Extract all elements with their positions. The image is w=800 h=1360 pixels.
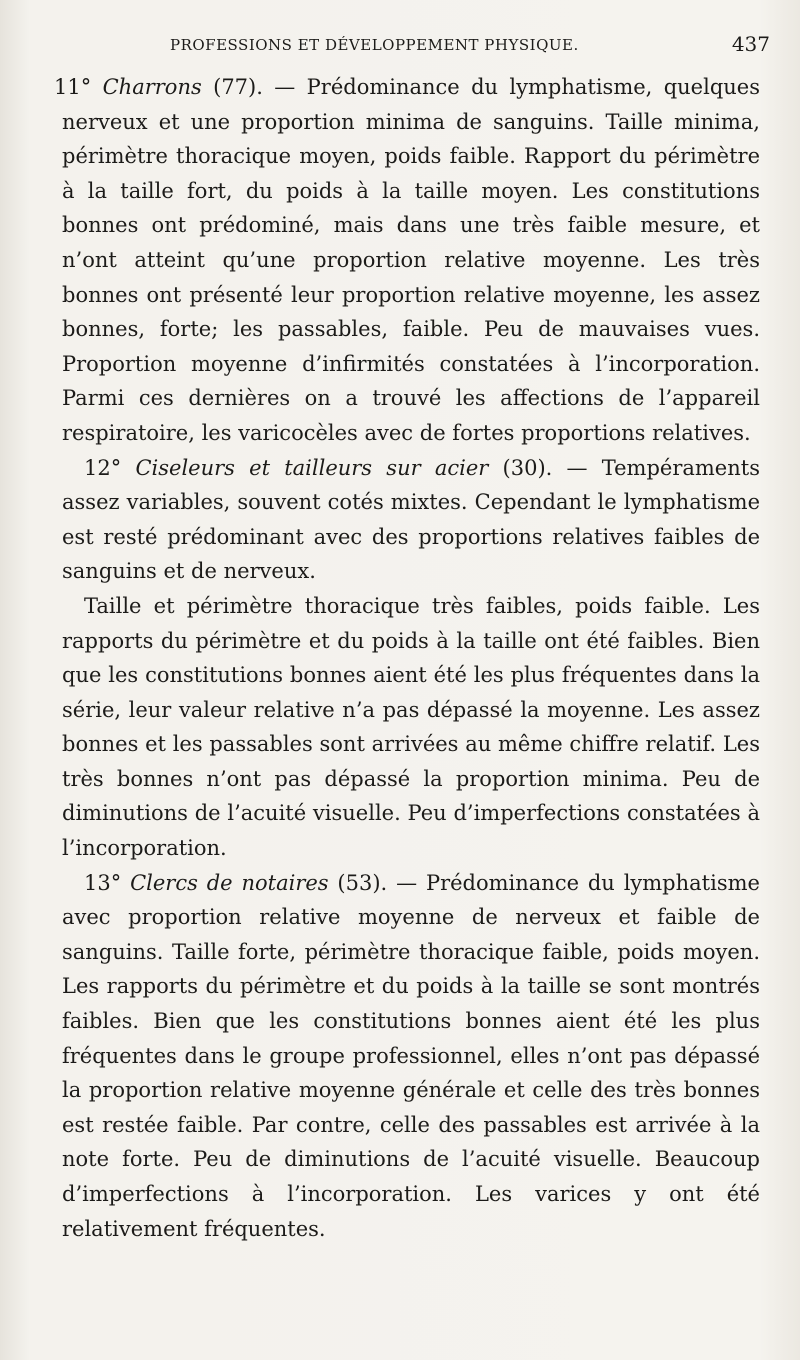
section-count: (30). — xyxy=(502,455,588,480)
section-13 xyxy=(62,866,760,1247)
section-number: 13° xyxy=(84,870,122,895)
section-12-continuation: Taille et périmètre thoracique très faibles, poids faible. Les rapports du périmètre et du poids à la taille ont été faibles. Bien que les constitutions bonnes aient été les plus fréquentes dans la série, leur valeur relative n’a pas dépassé la moyenne. Les assez bonnes et les passables sont arrivées au même chiffre relatif. Les très bonnes n’ont pas dépassé la proportion minima. Peu de diminutions de l’acuité visuelle. Peu d’imperfections constatées à l’incorporation. xyxy=(62,593,760,861)
section-12 xyxy=(62,451,760,589)
section-number: 11° xyxy=(54,75,92,99)
section-text: Prédominance du lymphatisme, quelques nerveux et une proportion minima de sanguins. Taille minima, périmètre thoracique moyen, poids faible. Rapport du périmètre à la taille fort, du poids à la taille moyen. Les constitutions bonnes ont prédominé, mais dans une très faible mesure, et n’ont atteint qu’une proportion relative moyenne. Les très bonnes ont présenté leur proportion relative moyenne, les assez bonnes, forte; les passables, faible. Peu de mauvaises vues. Proportion moyenne d’infirmités constatées à l’incorporation. Parmi ces dernières on a trouvé les affections de l’appareil respiratoire, les varicocèles avec de fortes proportions relatives. xyxy=(62,75,760,445)
header-title: PROFESSIONS ET DÉVELOPPEMENT PHYSIQUE. xyxy=(170,36,579,54)
page-body xyxy=(54,70,760,1246)
section-name: Clercs de notaires xyxy=(130,870,329,895)
page-number: 437 xyxy=(731,32,770,56)
section-name: Charrons xyxy=(102,75,202,99)
section-text: Prédominance du lymphatisme avec proportion relative moyenne de nerveux et faible de sanguins. Taille forte, périmètre thoracique faible, poids moyen. Les rapports du périmètre et du poids à la taille se sont montrés faibles. Bien que les constitutions bonnes aient été les plus fréquentes dans le groupe professionnel, elles n’ont pas dépassé la proportion relative moyenne générale et celle des très bonnes est restée faible. Par contre, celle des passables est arrivée à la note forte. Peu de diminutions de l’acuité visuelle. Beaucoup d’imperfections à l’incorporation. Les varices y ont été relativement fréquentes. xyxy=(62,870,760,1241)
section-count: (77). — xyxy=(213,75,296,99)
section-name: Ciseleurs et tailleurs sur acier xyxy=(135,455,489,480)
section-11 xyxy=(54,70,760,451)
running-header xyxy=(170,32,770,62)
section-number: 12° xyxy=(84,455,122,480)
section-text: Tempéraments assez variables, souvent cotés mixtes. Cependant le lymphatisme est resté prédominant avec des proportions relatives faibles de sanguins et de nerveux. xyxy=(62,455,760,584)
section-count: (53). — xyxy=(337,870,418,895)
